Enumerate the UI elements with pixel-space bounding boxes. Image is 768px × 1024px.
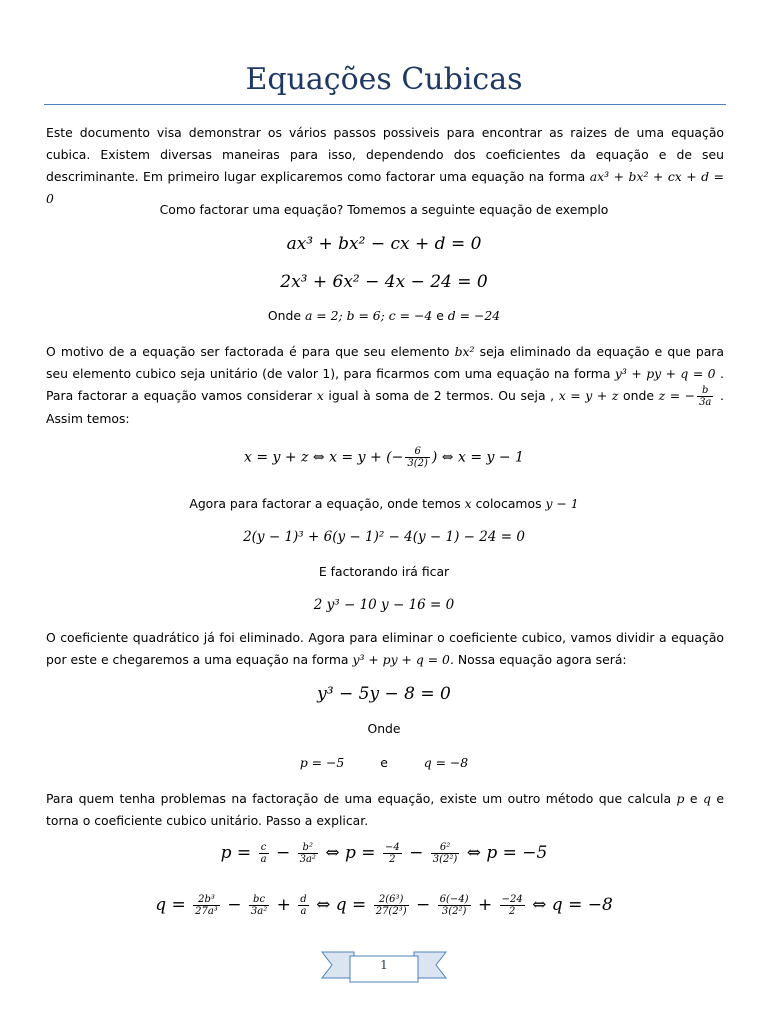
example-heading: Como factorar uma equação? Tomemos a seguinte equação de exemplo: [159, 202, 609, 217]
document-title: Equações Cubicas: [245, 62, 523, 97]
q-plus-1: +: [276, 895, 291, 915]
motive-text-5: onde: [623, 388, 654, 403]
q-middle: ⇔ q =: [316, 895, 367, 915]
q-frac-1: [193, 894, 220, 917]
p-frac-2: [298, 842, 318, 865]
q-frac-6: [500, 894, 525, 917]
q-value: q = −8: [423, 755, 469, 770]
intro-paragraph: [46, 122, 724, 210]
page-number: 1: [380, 958, 388, 972]
equation-q: [0, 894, 768, 917]
intro-text: Este documento visa demonstrar os vários passos possiveis para encontrar as raizes de uma equação cubica. Existem diversas maneiras para isso, dependendo dos coeficientes da equação e de seu descriminante. Em primeiro lugar explicaremos como factorar uma equação na forma: [46, 125, 724, 184]
fraction-denominator: 3(2²): [432, 854, 458, 865]
equation-expanded: 2(y − 1)³ + 6(y − 1)² − 4(y − 1) − 24 = 0: [243, 529, 525, 545]
quadratic-paragraph: [46, 627, 724, 671]
fraction-denominator: 3a²: [299, 854, 316, 865]
q-frac-3: [298, 894, 308, 917]
quad-text-1: O coeficiente quadrático já foi eliminado. Agora para eliminar o coeficiente cubico, vamos dividir a equação por este e chegaremos a uma equação na forma: [46, 630, 724, 667]
onde-label-2: Onde: [367, 721, 401, 736]
motive-fraction: [697, 385, 713, 408]
p-value: p = −5: [299, 755, 345, 770]
coefficients-line: [0, 308, 768, 323]
q-frac-4: [374, 894, 409, 917]
fraction-denominator: 2: [389, 854, 396, 865]
motive-text-1: O motivo de a equação ser factorada é para que seu elemento: [46, 344, 450, 359]
q-minus-2: −: [416, 895, 431, 915]
motive-formula-4: x = y + z: [558, 388, 619, 403]
p-middle: ⇔ p =: [325, 843, 376, 863]
pq-conj: e: [380, 755, 388, 770]
coefficients-conj: e: [436, 308, 444, 323]
motive-formula-1: bx²: [454, 344, 475, 359]
fraction-numerator: bc: [249, 894, 269, 906]
fraction-numerator: −4: [384, 842, 400, 853]
equation-factored: 2 y³ − 10 y − 16 = 0: [313, 597, 455, 613]
method-text-1: Para quem tenha problemas na factoração de uma equação, existe um outro método que calcula: [46, 791, 672, 806]
motive-text-6: . Assim temos:: [46, 388, 724, 426]
fraction-numerator: 2(6³): [374, 894, 409, 906]
q-frac-5: [438, 894, 471, 917]
fraction-denominator: a: [260, 854, 267, 865]
method-formula-p: p: [676, 791, 685, 806]
motive-formula-2: y³ + py + q = 0: [614, 366, 716, 381]
fraction-numerator: 6(−4): [439, 894, 469, 905]
motive-text-4: igual à soma de 2 termos. Ou seja ,: [328, 388, 555, 403]
p-frac-4: [431, 842, 460, 865]
coefficients-values: a = 2; b = 6; c = −4: [304, 308, 433, 323]
equation-reduced: y³ − 5y − 8 = 0: [317, 684, 451, 704]
factor-text-2: colocamos: [475, 496, 542, 511]
motive-text-3: . Para factorar a equação vamos considerar: [46, 366, 724, 403]
motive-formula-3: x: [316, 388, 324, 403]
equation-general: ax³ + bx² − cx + d = 0: [286, 234, 482, 254]
fraction-numerator: 6: [405, 446, 430, 458]
q-minus-1: −: [227, 895, 242, 915]
q-plus-2: +: [477, 895, 493, 915]
motive-formula-5: z = −: [658, 388, 696, 403]
motive-paragraph: [46, 341, 724, 430]
fraction-denominator: 3(2): [407, 458, 428, 469]
quad-formula: y³ + py + q = 0.: [352, 652, 454, 667]
method-text-3: e torna o coeficiente cubico unitário. Passo a explicar.: [46, 791, 724, 828]
fraction-denominator: 27a³: [195, 906, 218, 917]
factor-line: [0, 496, 768, 511]
fraction-denominator: 3a²: [250, 906, 268, 917]
q-result: ⇔ q = −8: [532, 895, 613, 915]
fraction-denominator: a: [300, 906, 307, 917]
fraction-denominator: 27(2³): [375, 906, 407, 917]
pq-values: [0, 755, 768, 770]
quad-text-2: Nossa equação agora será:: [457, 652, 627, 667]
fraction-numerator: d: [300, 894, 307, 905]
method-formula-q: q: [702, 791, 711, 806]
title-underline: [44, 104, 726, 105]
fraction-numerator: −24: [501, 894, 523, 905]
factoring-result-label: E factorando irá ficar: [318, 564, 450, 579]
factor-formula-2: y − 1: [545, 496, 579, 511]
p-frac-3: [383, 842, 402, 865]
onde-label: Onde: [267, 308, 301, 323]
equation-substitution: [0, 446, 768, 469]
fraction-numerator: b: [697, 385, 713, 397]
q-frac-2: [249, 894, 269, 917]
equation-example: 2x³ + 6x² − 4x − 24 = 0: [280, 272, 488, 292]
substitution-fraction: [405, 446, 430, 469]
page-number-ribbon: [320, 948, 448, 988]
p-minus: −: [275, 843, 291, 863]
fraction-denominator: 3(2²): [441, 906, 467, 917]
substitution-left: x = y + z ⇔ x = y + (−: [244, 449, 404, 466]
fraction-numerator: 2b³: [193, 894, 220, 906]
coefficient-d: d = −24: [447, 308, 501, 323]
q-left: q =: [155, 895, 186, 915]
substitution-right: ) ⇔ x = y − 1: [431, 449, 524, 466]
fraction-numerator: c: [259, 842, 269, 854]
fraction-numerator: 6²: [431, 842, 460, 854]
factor-text-1: Agora para factorar a equação, onde temos: [189, 496, 461, 511]
p-frac-1: [259, 842, 269, 865]
fraction-denominator: 2: [509, 906, 516, 917]
p-left: p =: [220, 843, 252, 863]
motive-text-2: seja eliminado da equação e que para seu elemento cubico seja unitário (de valor 1), para ficarmos com uma equação na forma: [46, 344, 724, 381]
equation-p: [0, 842, 768, 865]
method-text-2: e: [689, 791, 698, 806]
p-minus-2: −: [409, 843, 424, 863]
intro-formula: ax³ + bx² + cx + d = 0: [46, 169, 724, 206]
factor-formula-1: x: [464, 496, 472, 511]
method-paragraph: [46, 788, 724, 832]
fraction-denominator: 3a: [699, 397, 712, 408]
p-result: ⇔ p = −5: [466, 843, 548, 863]
fraction-numerator: b²: [298, 842, 318, 854]
